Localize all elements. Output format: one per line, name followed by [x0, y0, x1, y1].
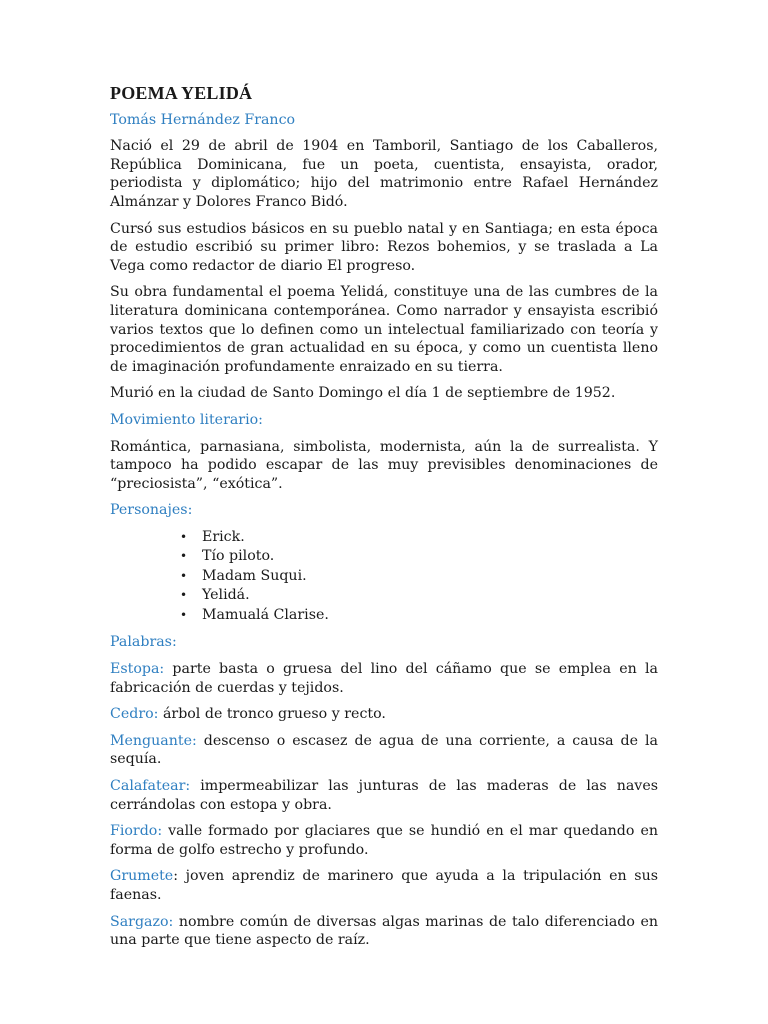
list-item	[180, 586, 658, 606]
glossary-term: Estopa:	[110, 660, 165, 677]
glossary-definition: : joven aprendiz de marinero que ayuda a la tripulación en sus faenas.	[110, 868, 658, 903]
bullet-icon: •	[180, 588, 188, 603]
glossary-term: Grumete	[110, 868, 174, 885]
character-name: Mamualá Clarise.	[202, 606, 329, 623]
glossary-term: Sargazo:	[110, 913, 174, 930]
glossary-term: Calafatear:	[110, 777, 191, 794]
list-item	[180, 528, 658, 548]
glossary-entry	[110, 913, 658, 950]
movement-text: Romántica, parnasiana, simbolista, modernista, aún la de surrealista. Y tampoco ha podido escapar de las muy previsibles denominaciones de “preciosista”, “exótica”.	[110, 438, 658, 492]
glossary-entry	[110, 867, 658, 904]
character-name: Tío piloto.	[202, 548, 275, 565]
bio-paragraph-1: Nació el 29 de abril de 1904 en Tamboril, Santiago de los Caballeros, República Dominicana, fue un poeta, cuentista, ensayista, orador, periodista y diplomático; hijo del matrimonio entre Rafael Hernández Almánzar y Dolores Franco Bidó.	[110, 138, 658, 210]
page-title: POEMA YELIDÁ	[110, 83, 253, 103]
glossary-definition: nombre común de diversas algas marinas de talo diferenciado en una parte que tiene aspecto de raíz.	[110, 913, 658, 949]
list-item	[180, 547, 658, 567]
glossary-term: Menguante:	[110, 732, 197, 749]
glossary-entry	[110, 660, 658, 697]
character-name: Yelidá.	[202, 587, 250, 604]
movement-heading: Movimiento literario:	[110, 411, 263, 428]
character-name: Erick.	[202, 528, 245, 545]
bullet-icon: •	[180, 549, 188, 564]
document-page	[110, 84, 658, 958]
glossary-entry	[110, 822, 658, 859]
list-item	[180, 606, 658, 626]
glossary-definition: impermeabilizar las junturas de las maderas de las naves cerrándolas con estopa y obra.	[110, 777, 658, 813]
bio-paragraph-2: Cursó sus estudios básicos en su pueblo natal y en Santiaga; en esta época de estudio escribió su primer libro: Rezos bohemios, y se traslada a La Vega como redactor de diario El progreso.	[110, 220, 658, 274]
characters-list	[110, 528, 658, 626]
glossary-term: Cedro:	[110, 706, 159, 723]
glossary-entry	[110, 705, 658, 724]
bullet-icon: •	[180, 529, 188, 544]
glossary-entry	[110, 732, 658, 769]
list-item	[180, 567, 658, 587]
bio-paragraph-3: Su obra fundamental el poema Yelidá, constituye una de las cumbres de la literatura dominicana contemporánea. Como narrador y ensayista escribió varios textos que lo definen como un intelectual familiarizado con teoría y procedimientos de gran actualidad en su época, y como un cuentista lleno de imaginación profundamente enraizado en su tierra.	[110, 284, 658, 375]
author-name: Tomás Hernández Franco	[110, 111, 296, 128]
character-name: Madam Suqui.	[202, 567, 307, 584]
glossary-entry	[110, 777, 658, 814]
glossary-definition: árbol de tronco grueso y recto.	[158, 706, 386, 723]
words-heading: Palabras:	[110, 634, 177, 651]
bullet-icon: •	[180, 607, 188, 622]
glossary-term: Fiordo:	[110, 823, 163, 840]
glossary-definition: valle formado por glaciares que se hundió en el mar quedando en forma de golfo estrecho y profundo.	[110, 823, 658, 858]
characters-heading: Personajes:	[110, 502, 193, 519]
bullet-icon: •	[180, 568, 188, 583]
bio-paragraph-4: Murió en la ciudad de Santo Domingo el día 1 de septiembre de 1952.	[110, 385, 616, 402]
glossary-definition: descenso o escasez de agua de una corriente, a causa de la sequía.	[110, 732, 658, 768]
glossary-definition: parte basta o gruesa del lino del cáñamo que se emplea en la fabricación de cuerdas y tejidos.	[110, 660, 658, 696]
